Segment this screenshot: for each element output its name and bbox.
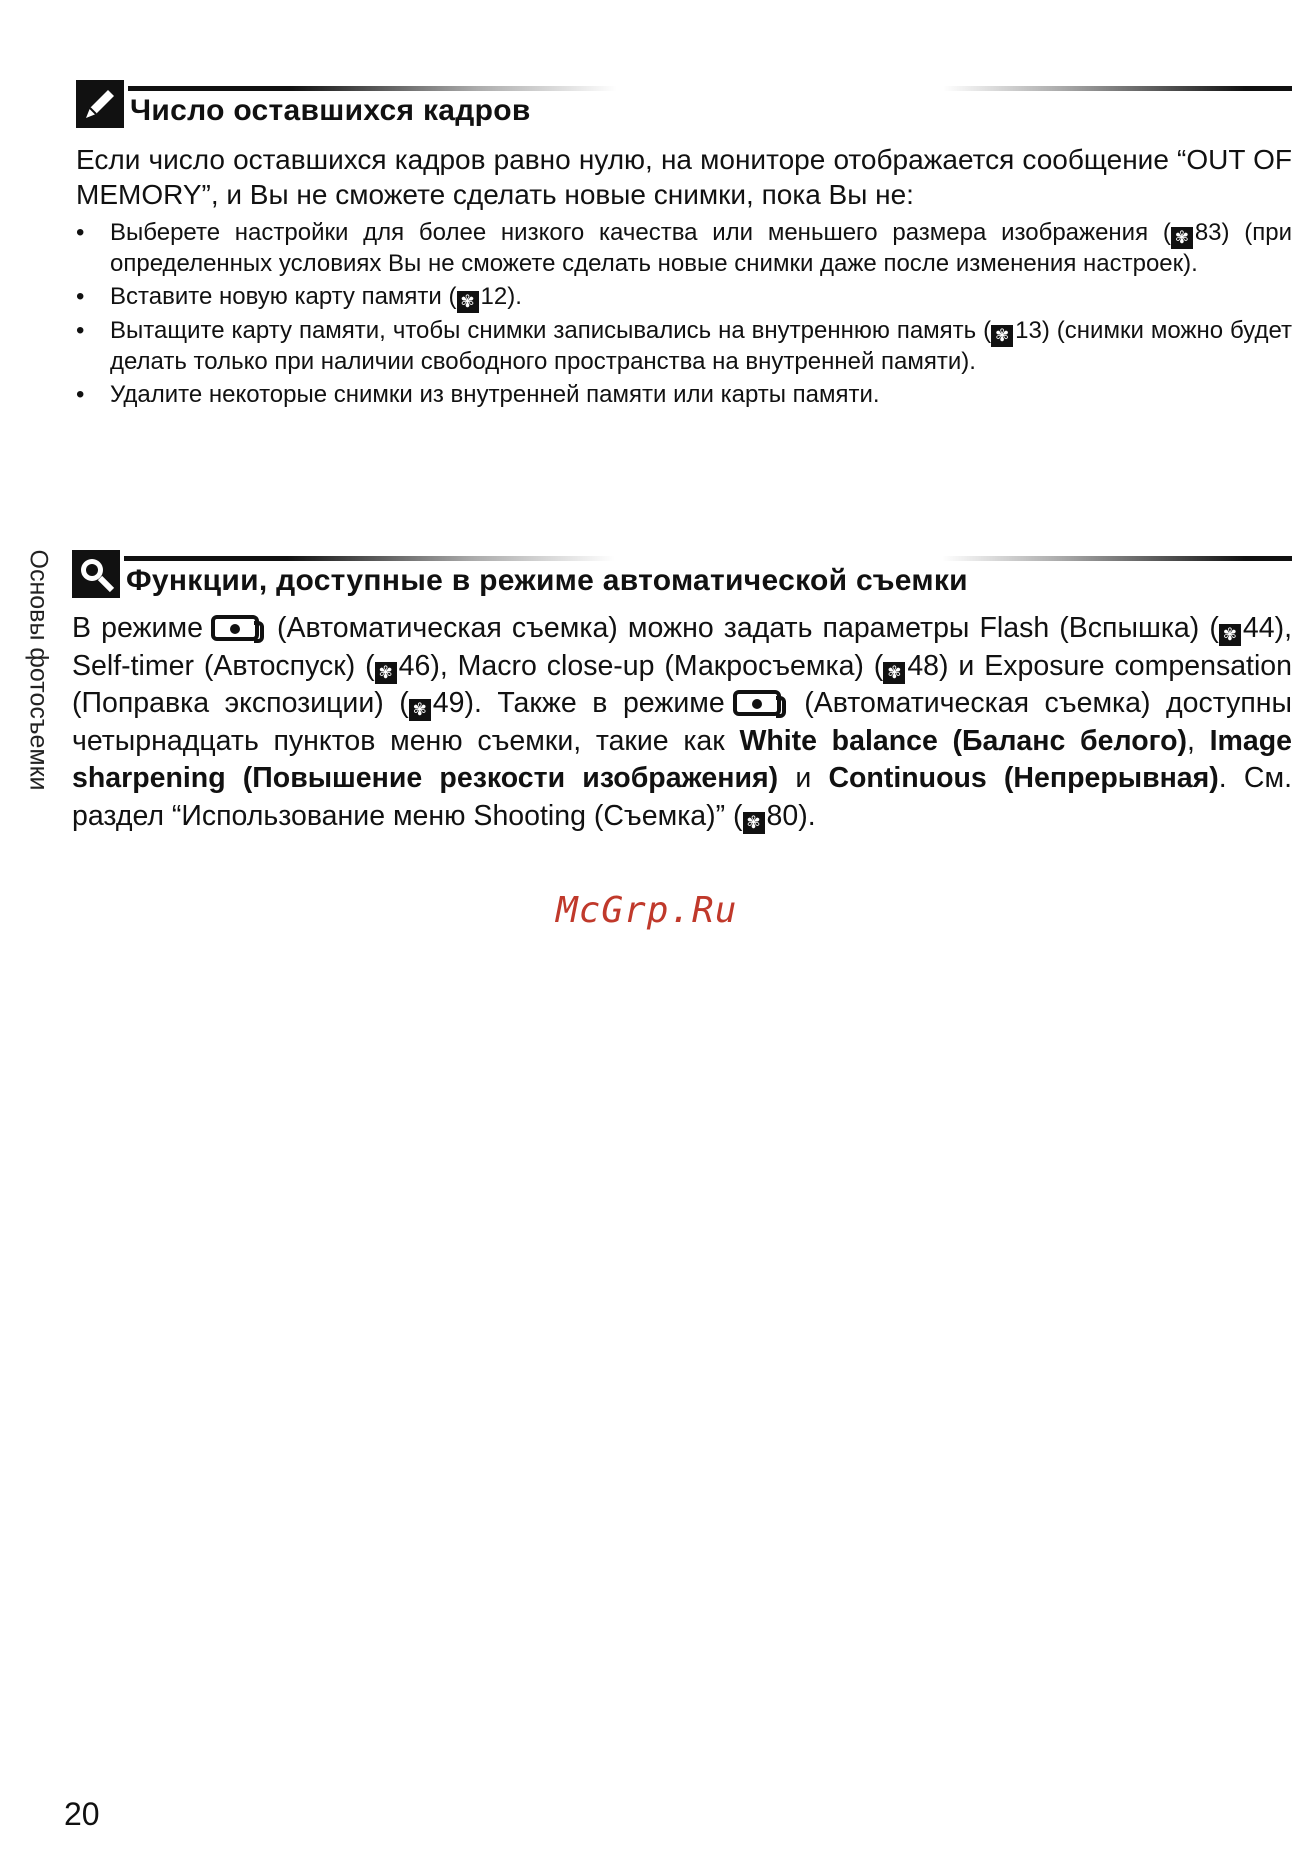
list-item: • Выберете настройки для более низкого качества или меньшего размера изображения ( ✾ 83) (при определенных условиях Вы не сможете сделать новые снимки даже после изменения настроек). — [76, 218, 1292, 279]
page-ref-icon: ✾ — [883, 662, 905, 684]
camera-mode-icon — [733, 690, 781, 716]
section-rule — [128, 86, 1292, 91]
page-ref-icon: ✾ — [457, 291, 479, 313]
section-header — [76, 80, 1292, 132]
bold-term: Image sharpening (Повышение резкости изображения) — [72, 724, 1292, 794]
sidebar-chapter-label — [18, 530, 58, 810]
page-ref-icon: ✾ — [1171, 227, 1193, 249]
section-auto-mode-functions — [72, 550, 1292, 835]
section-rule — [124, 556, 1292, 561]
page-ref-icon: ✾ — [743, 812, 765, 834]
section-title: Число оставшихся кадров — [130, 94, 531, 127]
sidebar-label-text: Основы фотосъемки — [24, 549, 53, 791]
bullet-list — [76, 218, 1292, 410]
page-number: 20 — [64, 1796, 100, 1832]
watermark: McGrp.Ru — [556, 890, 738, 931]
list-item: • Вытащите карту памяти, чтобы снимки записывались на внутреннюю память ( ✾ 13) (снимки можно будет делать только при наличии свободного пространства на внутренней памяти). — [76, 316, 1292, 377]
section-remaining-frames — [76, 80, 1292, 413]
camera-mode-icon — [211, 615, 259, 641]
magnifier-tip-icon — [72, 550, 120, 598]
intro-paragraph: Если число оставшихся кадров равно нулю, на мониторе отображается сообщение “OUT OF MEMORY”, и Вы не сможете сделать новые снимки, пока Вы не: — [76, 144, 1292, 210]
section-header — [72, 550, 1292, 602]
page-ref-icon: ✾ — [375, 662, 397, 684]
list-item: • Удалите некоторые снимки из внутренней памяти или карты памяти. — [76, 380, 1292, 410]
auto-mode-paragraph: В режиме (Автоматическая съемка) можно задать параметры Flash (Вспышка) ( ✾ 44), Self-timer (Автоспуск) ( ✾ 46), Macro close-up (Макросъемка) ( ✾ 48) и Exposure compensation (Поправка экспозиции) ( ✾ 49). Также в режиме (Автоматическая съемка) доступны четырнадцать пунктов меню съемки, такие как White balance (Баланс белого), Image sharpening (Повышение резкости изображения) и Continuous (Непрерывная). См. раздел “Использование меню Shooting (Съемка)” ( ✾ 80). — [72, 612, 1293, 832]
page-ref-icon: ✾ — [991, 325, 1013, 347]
section-title: Функции, доступные в режиме автоматической съемки — [126, 564, 968, 597]
pencil-note-icon — [76, 80, 124, 128]
page-ref-icon: ✾ — [1219, 624, 1241, 646]
page-ref-icon: ✾ — [409, 699, 431, 721]
bold-term: Continuous (Непрерывная) — [828, 762, 1219, 794]
bold-term: White balance (Баланс белого) — [739, 724, 1188, 757]
list-item: • Вставите новую карту памяти ( ✾ 12). — [76, 282, 1292, 313]
